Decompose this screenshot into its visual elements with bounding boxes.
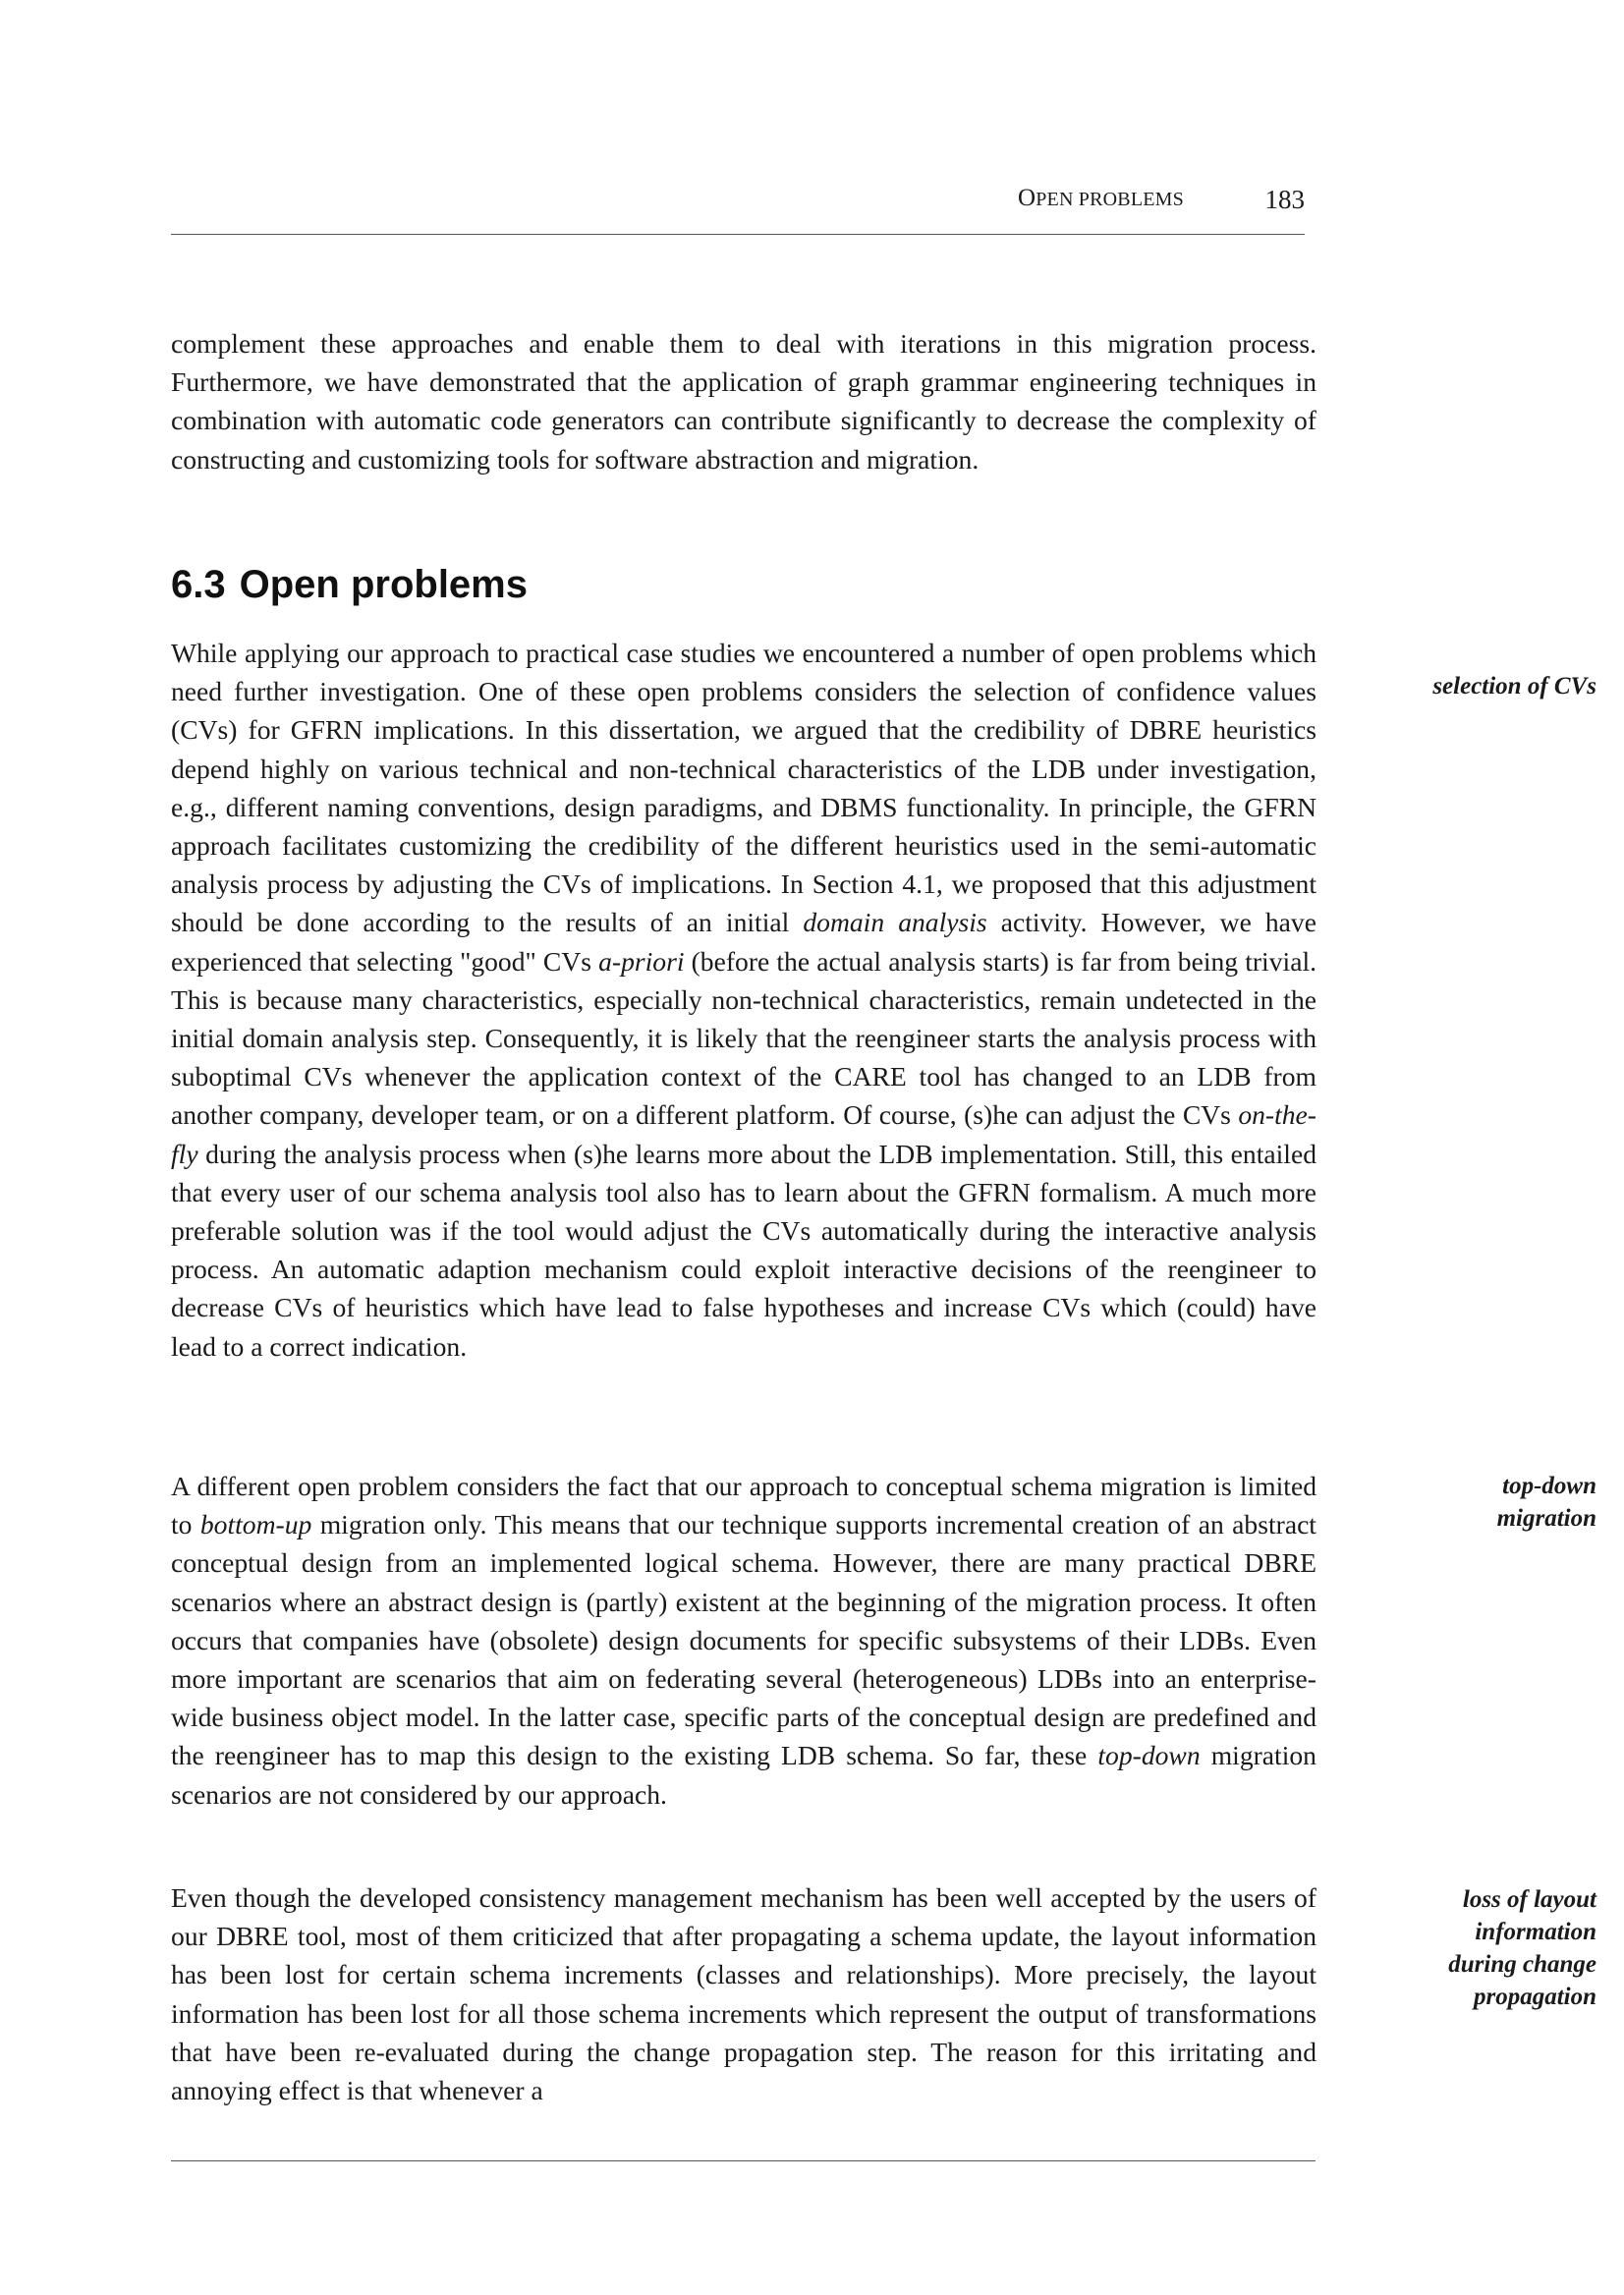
running-title-rest: PEN PROBLEMS <box>1036 189 1184 210</box>
emphasis-text: on-the-fly <box>171 1099 1316 1169</box>
emphasis-text: domain analysis <box>803 907 987 938</box>
text-run: during the analysis process when (s)he learns more about the LDB implementation. Still, this entailed that every user of our schema analysis tool also has to learn about the GFRN formalism. A much more preferable solution was if the tool would adjust the CVs automatically during the interactive analysis process. An automatic adaption mechanism could exploit interactive decisions of the reengineer to decrease CVs of heuristics which have lead to false hypotheses and increase CVs which (could) have lead to a correct indication. <box>171 1138 1316 1362</box>
text-run: While applying our approach to practical case studies we encountered a number of open problems which need further investigation. One of these open problems considers the selection of confidence values (CVs) for GFRN implications. In this dissertation, we argued that the credibility of DBRE heuristics depend highly on various technical and non-technical characteristics of the LDB under investigation, e.g., different naming conventions, design paradigms, and DBMS functionality. In principle, the GFRN approach facilitates customizing the credibility of the different heuristics used in the semi-automatic analysis process by adjusting the CVs of implications. In Section 4.1, we proposed that this adjustment should be done according to the results of an initial <box>171 638 1316 938</box>
emphasis-text: top-down <box>1097 1740 1201 1771</box>
paragraph-selection-of-cvs <box>171 634 1316 1366</box>
emphasis-text: bottom-up <box>199 1509 312 1540</box>
text-run: activity. However, we have experienced that selecting "good" CVs <box>171 907 1316 977</box>
section-title: Open problems <box>239 563 528 606</box>
running-title-initial: O <box>1017 185 1036 211</box>
text-run: migration scenarios are not considered by our approach. <box>171 1740 1316 1810</box>
margin-note-line: migration <box>1496 1505 1596 1532</box>
section-heading <box>171 560 528 609</box>
page-number: 183 <box>1264 185 1305 214</box>
margin-note-top-down-migration <box>1361 1470 1596 1535</box>
text-run: A different open problem considers the fact that our approach to conceptual schema migration is limited to <box>171 1471 1316 1540</box>
running-title <box>1018 185 1184 212</box>
margin-note-line: selection of CVs <box>1432 673 1596 700</box>
margin-note-line: loss of layout <box>1462 1886 1596 1913</box>
header-rule <box>171 234 1305 235</box>
footer-rule <box>171 2160 1316 2161</box>
paragraph-top-down-migration <box>171 1467 1316 1814</box>
margin-note-line: propagation <box>1473 1984 1596 2010</box>
margin-note-line: information <box>1475 1919 1596 1945</box>
margin-note-line: during change <box>1448 1951 1596 1978</box>
margin-note-layout-loss <box>1361 1883 1596 2013</box>
paragraph-intro: complement these approaches and enable them to deal with iterations in this migration process. Furthermore, we have demonstrated that the application of graph grammar engineering techniques in combination with automatic code generators can contribute significantly to decrease the complexity of constructing and customizing tools for software abstraction and migration. <box>171 328 1316 475</box>
section-number: 6.3 <box>171 563 226 606</box>
emphasis-text: a-priori <box>598 945 685 977</box>
running-header <box>171 185 1305 220</box>
text-run: migration only. This means that our technique supports incremental creation of an abstract conceptual design from an implemented logical schema. However, there are many practical DBRE scenarios where an abstract design is (partly) existent at the beginning of the migration process. It often occurs that companies have (obsolete) design documents for specific subsystems of their LDBs. Even more important are scenarios that aim on federating several (heterogeneous) LDBs into an enterprise-wide business object model. In the latter case, specific parts of the conceptual design are predefined and the reengineer has to map this design to the existing LDB schema. So far, these <box>171 1509 1316 1771</box>
text-run: (before the actual analysis starts) is far from being trivial. This is because many characteristics, especially non-technical characteristics, remain undetected in the initial domain analysis step. Consequently, it is likely that the reengineer starts the analysis process with suboptimal CVs whenever the application context of the CARE tool has changed to an LDB from another company, developer team, or on a different platform. Of course, (s)he can adjust the CVs <box>171 945 1317 1131</box>
margin-note-selection-of-cvs <box>1361 670 1596 702</box>
margin-note-line: top-down <box>1502 1473 1596 1499</box>
paragraph-layout-loss: Even though the developed consistency management mechanism has been well accepted by the users of our DBRE tool, most of them criticized that after propagating a schema update, the layout information has been lost for certain schema increments (classes and relationships). More precisely, the layout information has been lost for all those schema increments which represent the output of transformations that have been re-evaluated during the change propagation step. The reason for this irritating and annoying effect is that whenever a <box>171 1882 1316 2106</box>
